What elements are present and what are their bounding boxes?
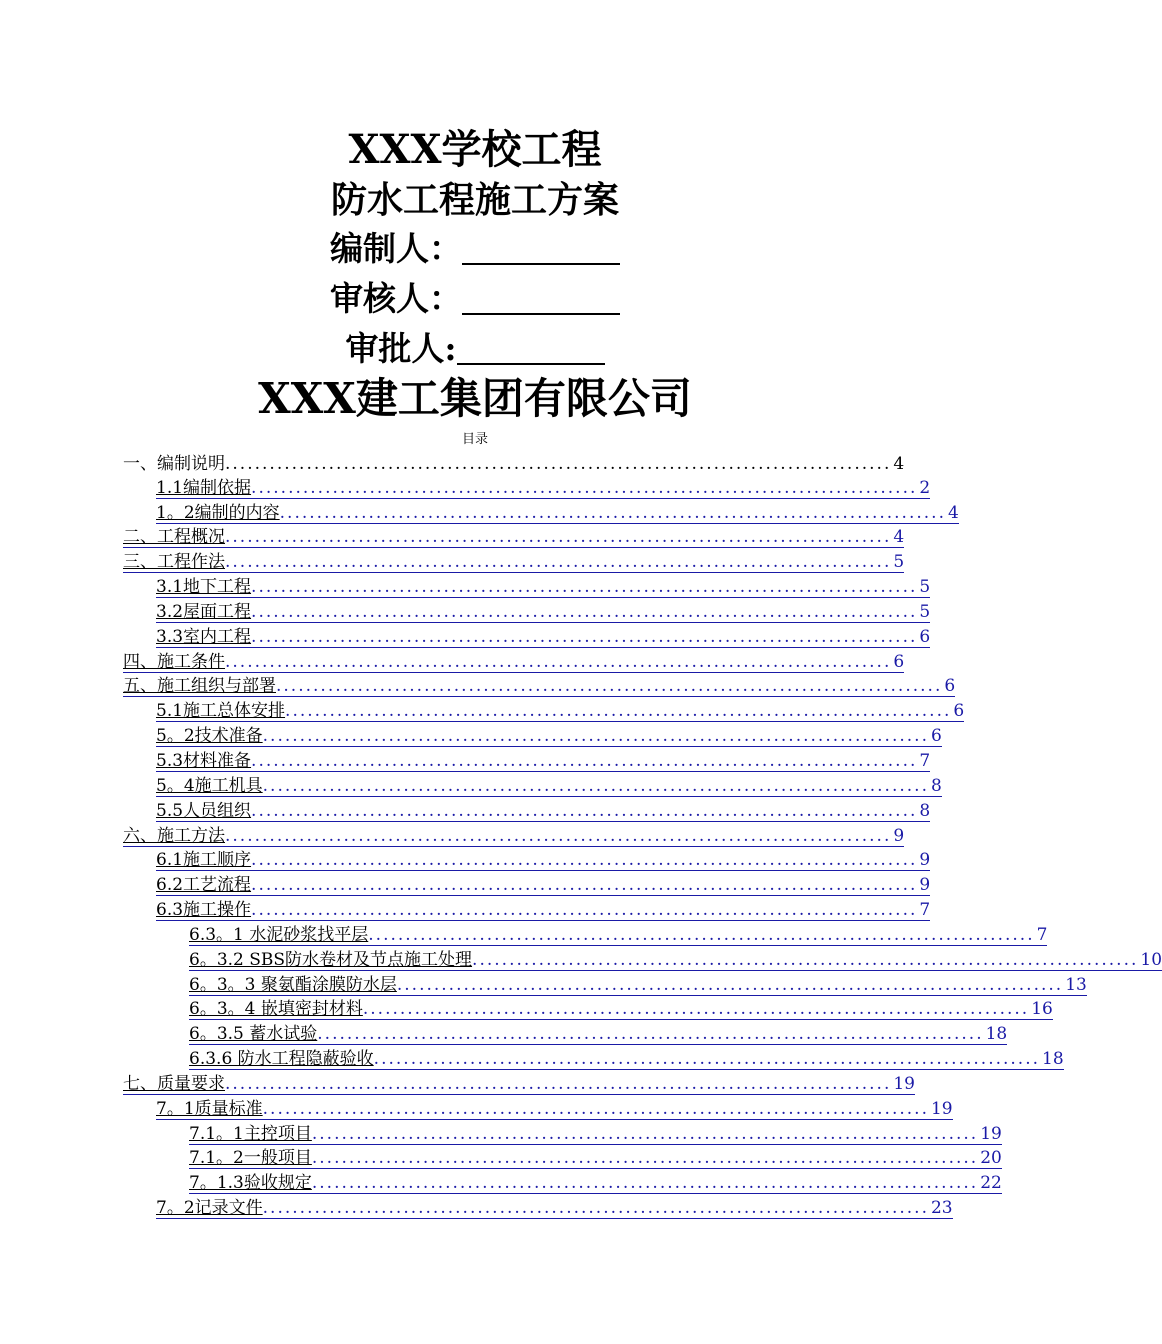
toc-entry[interactable] bbox=[123, 1194, 953, 1219]
toc-entry-body bbox=[156, 1193, 953, 1219]
toc-entry[interactable] bbox=[123, 524, 905, 549]
toc-entry-leader: .......................................................................................... bbox=[396, 974, 1064, 995]
toc-entry[interactable] bbox=[123, 971, 1087, 996]
toc-entry-body bbox=[189, 1044, 1064, 1070]
toc-entry[interactable] bbox=[123, 1020, 1008, 1045]
toc-entry-page: 5 bbox=[919, 601, 931, 622]
toc-entry-body bbox=[156, 1094, 953, 1120]
toc-entry-page: 4 bbox=[947, 502, 959, 523]
toc-entry[interactable] bbox=[123, 499, 959, 524]
toc-entry-body bbox=[123, 1069, 915, 1095]
toc-entry-leader: .......................................................................................... bbox=[311, 1173, 979, 1194]
toc-entry-page: 19 bbox=[930, 1098, 953, 1119]
toc-entry-label: 5。2技术准备 bbox=[156, 726, 263, 747]
toc-entry-leader: .......................................................................................... bbox=[262, 775, 929, 796]
toc-heading: 目录 bbox=[461, 432, 488, 447]
approver-blank bbox=[457, 333, 605, 365]
toc-entry-body bbox=[156, 572, 930, 598]
toc-entry-leader: .......................................................................................... bbox=[279, 502, 946, 523]
toc-entry[interactable] bbox=[123, 1045, 1064, 1070]
toc-entry-leader: .......................................................................................... bbox=[262, 726, 929, 747]
toc-entry[interactable] bbox=[123, 822, 905, 847]
toc-entry-body bbox=[156, 746, 930, 772]
toc-entry-label: 6.3施工操作 bbox=[156, 900, 252, 921]
toc-entry[interactable] bbox=[123, 623, 931, 648]
toc-entry-label: 7。1.3验收规定 bbox=[189, 1173, 312, 1194]
toc-entry-body bbox=[189, 1143, 1002, 1169]
cover-title: XXX学校工程 bbox=[348, 126, 602, 173]
toc-entry[interactable] bbox=[123, 598, 931, 623]
toc-entry-leader: .......................................................................................... bbox=[311, 1123, 979, 1144]
toc-entry-label: 6。3.2 SBS防水卷材及节点施工处理 bbox=[189, 949, 473, 970]
toc-entry-leader: .......................................................................................... bbox=[251, 477, 918, 498]
toc-entry-body bbox=[123, 647, 904, 673]
approver-label: 审批人: bbox=[345, 329, 457, 368]
toc-entry-leader: .......................................................................................... bbox=[373, 1049, 1041, 1070]
toc-entry[interactable] bbox=[123, 1095, 953, 1120]
toc-entry-leader: .......................................................................................... bbox=[225, 651, 892, 672]
reviewer-line bbox=[0, 279, 950, 318]
toc-entry-label: 6.2工艺流程 bbox=[156, 875, 252, 896]
toc-entry[interactable] bbox=[123, 722, 942, 747]
toc-entry bbox=[123, 449, 905, 474]
toc-entry-leader: .......................................................................................... bbox=[311, 1148, 979, 1169]
toc-entry-label: 六、施工方法 bbox=[123, 825, 225, 846]
toc-entry[interactable] bbox=[123, 996, 1053, 1021]
toc-entry-leader: .......................................................................................... bbox=[225, 825, 892, 846]
toc-entry-body bbox=[123, 671, 955, 697]
toc-entry[interactable] bbox=[123, 946, 1162, 971]
toc-entry-page: 19 bbox=[893, 1073, 915, 1094]
toc-entry-page: 7 bbox=[1036, 924, 1048, 945]
toc-entry-body bbox=[123, 522, 904, 548]
table-of-contents bbox=[123, 449, 1162, 1219]
toc-entry-body bbox=[123, 821, 904, 847]
toc-entry-leader: .......................................................................................... bbox=[362, 999, 1030, 1020]
toc-entry-label: 3.2屋面工程 bbox=[156, 601, 252, 622]
toc-entry-body bbox=[156, 721, 942, 747]
toc-entry-body bbox=[189, 1019, 1007, 1045]
toc-entry-label: 3.3室内工程 bbox=[156, 626, 252, 647]
toc-entry-label: 6。3.5 蓄水试验 bbox=[189, 1024, 318, 1045]
toc-entry-page: 8 bbox=[930, 775, 942, 796]
toc-entry-body bbox=[156, 870, 930, 896]
toc-entry-leader: .......................................................................................... bbox=[225, 527, 892, 548]
toc-entry-page: 18 bbox=[1042, 1049, 1064, 1070]
toc-entry-label: 7.1。1主控项目 bbox=[189, 1123, 312, 1144]
toc-entry[interactable] bbox=[123, 772, 942, 797]
toc-entry-leader: .......................................................................................... bbox=[251, 626, 918, 647]
toc-entry-body bbox=[189, 1168, 1002, 1194]
toc-entry-leader: .......................................................................................... bbox=[262, 1098, 929, 1119]
toc-entry-page: 6 bbox=[953, 701, 965, 722]
toc-entry-label: 6.3.6 防水工程隐蔽验收 bbox=[189, 1049, 374, 1070]
toc-entry-label: 七、质量要求 bbox=[123, 1073, 225, 1094]
toc-entry-body bbox=[156, 473, 930, 499]
toc-entry-page: 6 bbox=[893, 651, 905, 672]
toc-entry-page: 9 bbox=[919, 875, 931, 896]
toc-entry[interactable] bbox=[123, 871, 931, 896]
toc-entry-label: 5.1施工总体安排 bbox=[156, 701, 286, 722]
toc-entry-body bbox=[123, 449, 904, 474]
toc-entry-leader: .......................................................................................... bbox=[262, 1198, 929, 1219]
toc-entry-leader: .......................................................................................... bbox=[368, 924, 1035, 945]
toc-entry-page: 7 bbox=[919, 750, 931, 771]
toc-entry[interactable] bbox=[123, 573, 931, 598]
toc-entry-label: 二、工程概况 bbox=[123, 527, 225, 548]
toc-entry-body bbox=[156, 845, 930, 871]
toc-entry-label: 五、施工组织与部署 bbox=[123, 676, 276, 697]
toc-entry-body bbox=[156, 771, 942, 797]
toc-entry-page: 18 bbox=[985, 1024, 1008, 1045]
compiler-line bbox=[0, 229, 950, 268]
reviewer-blank bbox=[462, 283, 620, 315]
toc-entry[interactable] bbox=[123, 1070, 915, 1095]
toc-entry-leader: .......................................................................................... bbox=[276, 676, 943, 697]
toc-entry-page: 2 bbox=[919, 477, 931, 498]
toc-entry[interactable] bbox=[123, 697, 965, 722]
toc-entry-leader: .......................................................................................... bbox=[225, 552, 892, 573]
toc-entry-page: 22 bbox=[980, 1173, 1002, 1194]
toc-entry-label: 5.5人员组织 bbox=[156, 800, 252, 821]
toc-entry-leader: .......................................................................................... bbox=[251, 850, 918, 871]
toc-entry-label: 6。3。4 嵌填密封材料 bbox=[189, 999, 363, 1020]
toc-entry-page: 6 bbox=[919, 626, 931, 647]
toc-entry-label: 7。2记录文件 bbox=[156, 1198, 263, 1219]
toc-entry-label: 6。3。3 聚氨酯涂膜防水层 bbox=[189, 974, 397, 995]
toc-entry-label: 3.1地下工程 bbox=[156, 577, 252, 598]
toc-entry[interactable] bbox=[123, 474, 931, 499]
toc-entry-leader: .......................................................................................... bbox=[251, 875, 918, 896]
toc-entry-page: 5 bbox=[919, 577, 931, 598]
toc-entry-leader: .......................................................................................... bbox=[251, 577, 918, 598]
toc-entry[interactable] bbox=[123, 797, 931, 822]
toc-entry-leader: .......................................................................................... bbox=[251, 750, 918, 771]
toc-entry-page: 23 bbox=[930, 1198, 953, 1219]
cover-subtitle: 防水工程施工方案 bbox=[330, 179, 619, 221]
toc-entry-leader: .......................................................................................... bbox=[472, 949, 1139, 970]
toc-entry[interactable] bbox=[123, 548, 905, 573]
compiler-blank bbox=[462, 233, 620, 265]
company-name: XXX建工集团有限公司 bbox=[258, 374, 692, 423]
toc-entry-label: 5.3材料准备 bbox=[156, 750, 252, 771]
toc-entry[interactable] bbox=[123, 921, 1048, 946]
toc-entry[interactable] bbox=[123, 747, 931, 772]
reviewer-label: 审核人： bbox=[330, 279, 462, 318]
toc-entry-label: 一、编制说明 bbox=[123, 453, 225, 474]
toc-entry-leader: .......................................................................................... bbox=[251, 900, 918, 921]
toc-entry[interactable] bbox=[123, 1145, 1002, 1170]
toc-entry-body bbox=[156, 895, 930, 921]
toc-entry-leader: .......................................................................................... bbox=[251, 800, 918, 821]
toc-entry-page: 4 bbox=[893, 527, 905, 548]
toc-entry-page: 16 bbox=[1031, 999, 1053, 1020]
toc-entry-label: 7。1质量标准 bbox=[156, 1098, 263, 1119]
toc-entry-body bbox=[156, 696, 964, 722]
toc-entry-label: 三、工程作法 bbox=[123, 552, 225, 573]
toc-entry-leader: .......................................................................................... bbox=[317, 1024, 984, 1045]
toc-entry-leader: .......................................................................................... bbox=[225, 1073, 892, 1094]
toc-entry-body bbox=[156, 498, 959, 524]
toc-entry-body bbox=[189, 1119, 1002, 1145]
toc-entry-page: 4 bbox=[893, 453, 905, 474]
toc-entry-label: 四、施工条件 bbox=[123, 651, 225, 672]
toc-entry-page: 5 bbox=[893, 552, 905, 573]
toc-entry-page: 6 bbox=[930, 726, 942, 747]
toc-entry-page: 6 bbox=[944, 676, 956, 697]
toc-entry-body bbox=[156, 622, 930, 648]
toc-entry[interactable] bbox=[123, 1120, 1002, 1145]
toc-entry-page: 9 bbox=[893, 825, 905, 846]
toc-entry-body bbox=[189, 920, 1047, 946]
compiler-label: 编制人： bbox=[330, 229, 462, 268]
toc-entry-body bbox=[156, 597, 930, 623]
toc-entry[interactable] bbox=[123, 648, 905, 673]
toc-entry-label: 6.3。1 水泥砂浆找平层 bbox=[189, 924, 369, 945]
toc-entry-body bbox=[189, 994, 1053, 1020]
toc-entry-body bbox=[189, 945, 1162, 971]
toc-entry[interactable] bbox=[123, 896, 931, 921]
toc-entry-leader: .......................................................................................... bbox=[225, 453, 892, 474]
toc-entry-body bbox=[189, 970, 1087, 996]
toc-entry-label: 6.1施工顺序 bbox=[156, 850, 252, 871]
toc-entry[interactable] bbox=[123, 673, 956, 698]
toc-entry-label: 1。2编制的内容 bbox=[156, 502, 280, 523]
toc-entry-label: 5。4施工机具 bbox=[156, 775, 263, 796]
toc-entry-leader: .......................................................................................... bbox=[251, 601, 918, 622]
toc-entry-page: 7 bbox=[919, 900, 931, 921]
toc-entry-leader: .......................................................................................... bbox=[285, 701, 952, 722]
toc-entry-label: 1.1编制依据 bbox=[156, 477, 252, 498]
toc-entry-label: 7.1。2一般项目 bbox=[189, 1148, 312, 1169]
toc-entry-body bbox=[156, 796, 930, 822]
approver-line bbox=[0, 329, 950, 368]
toc-entry-body bbox=[123, 547, 904, 573]
toc-entry-page: 19 bbox=[980, 1123, 1002, 1144]
toc-entry[interactable] bbox=[123, 847, 931, 872]
toc-entry-page: 10 bbox=[1140, 949, 1162, 970]
toc-entry-page: 8 bbox=[919, 800, 931, 821]
toc-entry-page: 13 bbox=[1065, 974, 1087, 995]
toc-entry-page: 9 bbox=[919, 850, 931, 871]
toc-entry[interactable] bbox=[123, 1169, 1002, 1194]
toc-entry-page: 20 bbox=[980, 1148, 1002, 1169]
